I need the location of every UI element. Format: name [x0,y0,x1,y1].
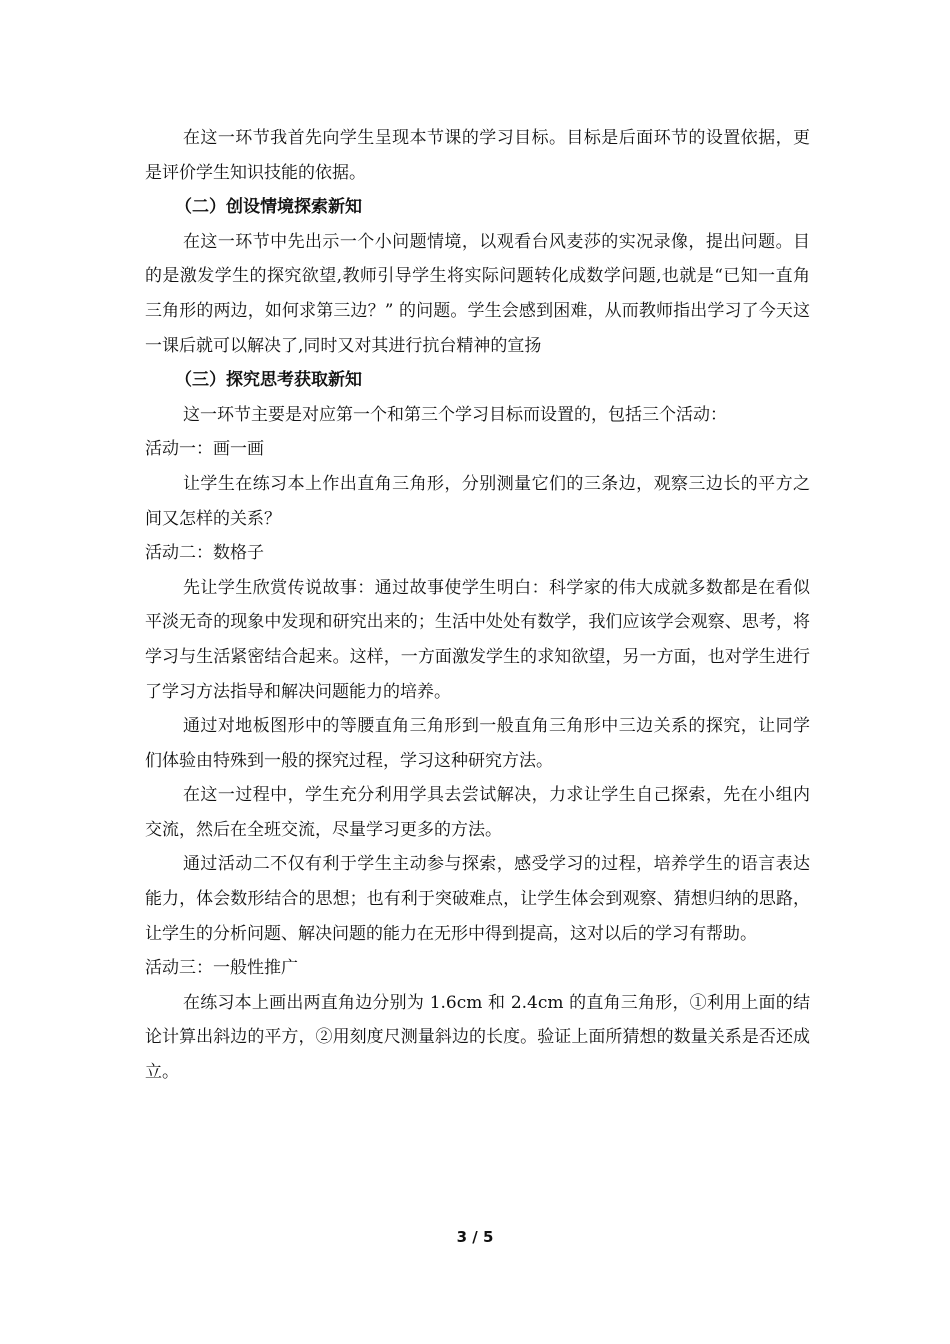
paragraph-activity-3: 在练习本上画出两直角边分别为 1.6cm 和 2.4cm 的直角三角形，①利用上面的结论计算出斜边的平方，②用刻度尺测量斜边的长度。验证上面所猜想的数量关系是否还成立。 [145,992,810,1083]
activity-label-2: 活动二：数格子 [145,543,264,564]
section-heading-2: （二）创设情境探索新知 [175,197,362,218]
document-body [145,121,810,1090]
paragraph-activity-2-floor: 通过对地板图形中的等腰直角三角形到一般直角三角形中三边关系的探究，让同学们体验由特殊到一般的探究过程，学习这种研究方法。 [145,716,810,771]
activity-label-3: 活动三：一般性推广 [145,958,298,979]
paragraph-activity-2-story: 先让学生欣赏传说故事：通过故事使学生明白：科学家的伟大成就多数都是在看似平淡无奇的现象中发现和研究出来的；生活中处处有数学，我们应该学会观察、思考，将学习与生活紧密结合起来。这样，一方面激发学生的求知欲望，另一方面，也对学生进行了学习方法指导和解决问题能力的培养。 [145,577,810,702]
paragraph-intro: 在这一环节我首先向学生呈现本节课的学习目标。目标是后面环节的设置依据，更是评价学生知识技能的依据。 [145,128,810,183]
section-heading-3: （三）探究思考获取新知 [175,370,362,391]
paragraph-activity-2-process: 在这一过程中，学生充分利用学具去尝试解决，力求让学生自己探索，先在小组内交流，然后在全班交流，尽量学习更多的方法。 [145,785,810,840]
paragraph-activity-2-benefit: 通过活动二不仅有利于学生主动参与探索，感受学习的过程，培养学生的语言表达能力，体会数形结合的思想；也有利于突破难点，让学生体会到观察、猜想归纳的思路，让学生的分析问题、解决问题的能力在无形中得到提高，这对以后的学习有帮助。 [145,854,810,944]
activity-label-1: 活动一：画一画 [145,439,264,460]
paragraph-activities-intro: 这一环节主要是对应第一个和第三个学习目标而设置的，包括三个活动： [183,404,727,425]
paragraph-situation: 在这一环节中先出示一个小问题情境，以观看台风麦莎的实况录像，提出问题。目的是激发学生的探究欲望,教师引导学生将实际问题转化成数学问题,也就是“已知一直角三角形的两边，如何求第三边？” 的问题。学生会感到困难，从而教师指出学习了今天这一课后就可以解决了,同时又对其进行抗台精神的宣扬 [145,231,810,356]
paragraph-activity-1: 让学生在练习本上作出直角三角形，分别测量它们的三条边，观察三边长的平方之间又怎样的关系？ [145,473,810,529]
page-number: 3 / 5 [456,1228,494,1246]
